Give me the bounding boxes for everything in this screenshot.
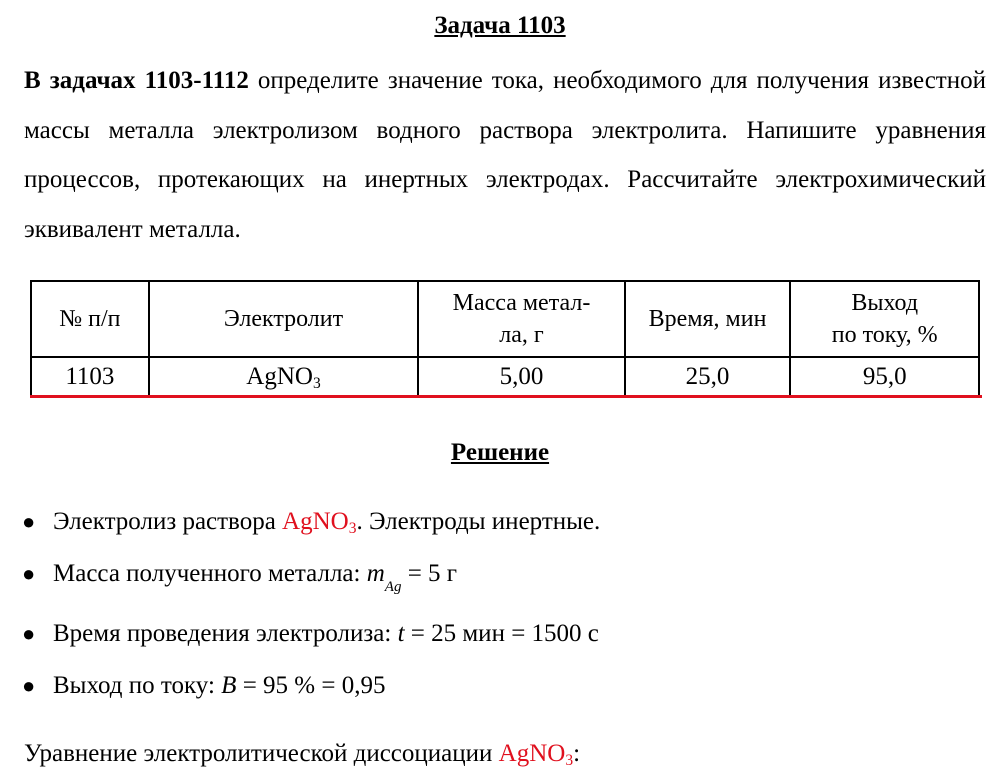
data-table [30, 280, 980, 398]
bullet-1-formula [282, 508, 356, 535]
solution-title: Решение [450, 439, 550, 466]
task-range: В задачах 1103-1112 [24, 67, 249, 94]
list-item [22, 616, 599, 652]
header-mass [418, 281, 625, 357]
table-row [31, 357, 979, 397]
bullet-dot-icon: ● [22, 509, 36, 534]
bullet-2-var-sub: Ag [384, 579, 402, 595]
list-item [22, 556, 458, 595]
cell-time: 25,0 [625, 357, 791, 397]
dissociation-heading [24, 736, 580, 772]
list-item [22, 504, 600, 540]
header-mass-line1: Масса метал- [452, 290, 591, 316]
header-yield-line1: Выход [851, 290, 919, 316]
dissociation-tail: : [573, 740, 581, 767]
cell-electrolyte [149, 357, 418, 397]
task-text: определите значение тока, необходимого для получения известной массы металла электролизом водного раствора электролита. Напишите уравнения процессов, протекающих на инертных электродах. Рассчитайте электрохимический эквивалент металла. [24, 67, 986, 243]
cell-electrolyte-base: AgNO [246, 363, 313, 390]
bullet-4-text: Выход по току: [53, 672, 222, 699]
header-electrolyte: Электролит [149, 281, 418, 357]
cell-num: 1103 [31, 357, 149, 397]
bullet-2-text: Масса полученного металла: [53, 560, 367, 587]
task-title: Задача 1103 [434, 12, 566, 39]
dissociation-formula-sub: 3 [565, 752, 574, 769]
bullet-4-value: = 95 % = 0,95 [236, 672, 386, 699]
bullet-dot-icon: ● [22, 561, 36, 586]
header-time: Время, мин [625, 281, 791, 357]
cell-mass: 5,00 [418, 357, 625, 397]
header-yield [790, 281, 979, 357]
header-num: № п/п [31, 281, 149, 357]
bullet-dot-icon: ● [22, 621, 36, 646]
bullet-2-var: m [366, 560, 385, 587]
dissociation-formula [499, 740, 573, 767]
task-description [24, 56, 986, 254]
dissociation-formula-base: AgNO [498, 740, 566, 767]
bullet-1-text: Электролиз раствора [53, 508, 283, 535]
cell-yield: 95,0 [790, 357, 979, 397]
bullet-1-formula-base: AgNO [282, 508, 349, 535]
bullet-1-formula-sub: 3 [348, 520, 357, 537]
header-mass-line2: ла, г [499, 322, 544, 348]
header-yield-line2: по току, % [831, 322, 938, 348]
red-underline [30, 395, 982, 398]
list-item [22, 668, 385, 704]
bullet-4-var: B [221, 672, 237, 699]
table-header-row [31, 281, 979, 357]
bullet-3-text: Время проведения электролиза: [53, 620, 398, 647]
dissociation-text: Уравнение электролитической диссоциации [24, 740, 499, 767]
bullet-3-value: = 25 мин = 1500 с [404, 620, 599, 647]
bullet-1-tail: . Электроды инертные. [356, 508, 601, 535]
bullet-3-var: t [397, 620, 405, 647]
bullet-2-value: = 5 г [401, 560, 458, 587]
cell-electrolyte-sub: 3 [312, 375, 321, 392]
bullet-dot-icon: ● [22, 673, 36, 698]
